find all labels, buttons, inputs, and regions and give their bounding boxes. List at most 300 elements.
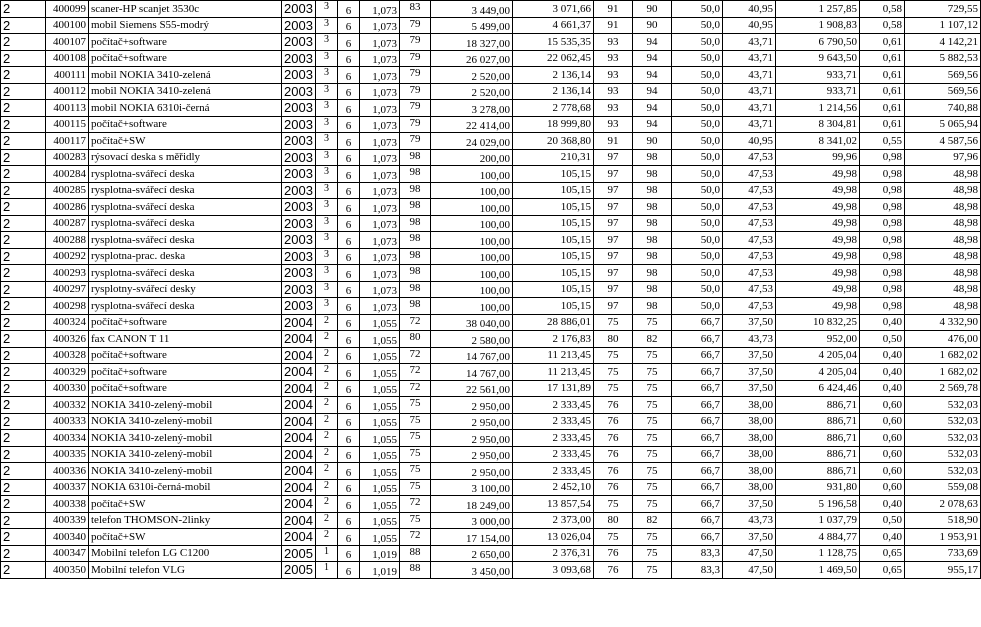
pct-a-cell: 75 (400, 479, 431, 496)
value-cell: 105,15 (513, 166, 594, 183)
pct-c-cell: 75 (633, 562, 672, 579)
depreciation-cell: 1 037,79 (776, 512, 860, 529)
table-row (1, 545, 981, 562)
asset-name-cell: rysplotna-prac. deska (89, 248, 282, 265)
pct-d-cell: 47,53 (723, 232, 776, 249)
asset-name-cell: mobil NOKIA 6310i-černá (89, 100, 282, 117)
pct-a-cell: 79 (400, 34, 431, 51)
pct-c-cell: 75 (633, 347, 672, 364)
depreciation-cell: 886,71 (776, 446, 860, 463)
depreciation-cell: 8 341,02 (776, 133, 860, 150)
pct-b-cell: 76 (594, 446, 633, 463)
pct-d-cell: 40,95 (723, 17, 776, 34)
year-cell: 2003 (282, 34, 316, 51)
period-cell: 6 (338, 34, 360, 51)
acquisition-price-cell: 3 100,00 (431, 479, 513, 496)
year-cell: 2003 (282, 67, 316, 84)
asset-name-cell: počítač+SW (89, 133, 282, 150)
year-cell: 2003 (282, 166, 316, 183)
table-row (1, 479, 981, 496)
pct-d-cell: 43,71 (723, 116, 776, 133)
ratio-cell: 0,40 (860, 364, 905, 381)
value-cell: 2 333,45 (513, 397, 594, 414)
acquisition-price-cell: 26 027,00 (431, 50, 513, 67)
asset-name-cell: NOKIA 6310i-černá-mobil (89, 479, 282, 496)
ratio-cell: 0,60 (860, 479, 905, 496)
depreciation-cell: 10 832,25 (776, 314, 860, 331)
pct-b-cell: 97 (594, 281, 633, 298)
ratio-cell: 0,98 (860, 149, 905, 166)
depreciation-cell: 952,00 (776, 331, 860, 348)
residual-cell: 569,56 (905, 67, 981, 84)
year-cell: 2004 (282, 331, 316, 348)
rate-cell: 83,3 (672, 545, 723, 562)
coefficient-cell: 1,019 (360, 545, 400, 562)
table-row (1, 463, 981, 480)
asset-id-cell: 400339 (46, 512, 89, 529)
pct-d-cell: 47,50 (723, 545, 776, 562)
value-cell: 15 535,35 (513, 34, 594, 51)
coefficient-cell: 1,055 (360, 380, 400, 397)
period-cell: 6 (338, 17, 360, 34)
pct-b-cell: 93 (594, 50, 633, 67)
period-cell: 6 (338, 413, 360, 430)
period-cell: 6 (338, 149, 360, 166)
pct-a-cell: 72 (400, 380, 431, 397)
ratio-cell: 0,40 (860, 380, 905, 397)
ratio-cell: 0,55 (860, 133, 905, 150)
acquisition-price-cell: 5 499,00 (431, 17, 513, 34)
acquisition-price-cell: 22 414,00 (431, 116, 513, 133)
group-cell: 2 (1, 562, 46, 579)
ratio-cell: 0,60 (860, 446, 905, 463)
acquisition-price-cell: 3 449,00 (431, 1, 513, 18)
years-count-cell: 3 (316, 1, 338, 18)
value-cell: 2 136,14 (513, 83, 594, 100)
pct-a-cell: 79 (400, 50, 431, 67)
pct-c-cell: 75 (633, 529, 672, 546)
asset-id-cell: 400284 (46, 166, 89, 183)
group-cell: 2 (1, 116, 46, 133)
years-count-cell: 3 (316, 50, 338, 67)
pct-a-cell: 98 (400, 281, 431, 298)
group-cell: 2 (1, 133, 46, 150)
coefficient-cell: 1,073 (360, 281, 400, 298)
acquisition-price-cell: 17 154,00 (431, 529, 513, 546)
years-count-cell: 2 (316, 479, 338, 496)
asset-name-cell: telefon THOMSON-2linky (89, 512, 282, 529)
table-row (1, 446, 981, 463)
acquisition-price-cell: 2 520,00 (431, 67, 513, 84)
pct-b-cell: 91 (594, 1, 633, 18)
pct-a-cell: 75 (400, 397, 431, 414)
value-cell: 13 857,54 (513, 496, 594, 513)
ratio-cell: 0,61 (860, 116, 905, 133)
group-cell: 2 (1, 331, 46, 348)
asset-id-cell: 400288 (46, 232, 89, 249)
asset-id-cell: 400108 (46, 50, 89, 67)
pct-c-cell: 94 (633, 50, 672, 67)
asset-name-cell: rysplotna-svářecí deska (89, 182, 282, 199)
year-cell: 2003 (282, 149, 316, 166)
years-count-cell: 3 (316, 116, 338, 133)
coefficient-cell: 1,055 (360, 446, 400, 463)
years-count-cell: 3 (316, 166, 338, 183)
pct-d-cell: 43,71 (723, 67, 776, 84)
residual-cell: 2 569,78 (905, 380, 981, 397)
pct-a-cell: 98 (400, 166, 431, 183)
pct-b-cell: 97 (594, 199, 633, 216)
pct-b-cell: 76 (594, 397, 633, 414)
coefficient-cell: 1,055 (360, 463, 400, 480)
years-count-cell: 3 (316, 215, 338, 232)
table-row (1, 166, 981, 183)
value-cell: 2 333,45 (513, 413, 594, 430)
table-row (1, 364, 981, 381)
coefficient-cell: 1,055 (360, 331, 400, 348)
asset-name-cell: rýsovací deska s měřidly (89, 149, 282, 166)
period-cell: 6 (338, 545, 360, 562)
year-cell: 2003 (282, 215, 316, 232)
group-cell: 2 (1, 166, 46, 183)
residual-cell: 729,55 (905, 1, 981, 18)
depreciation-cell: 49,98 (776, 166, 860, 183)
depreciation-cell: 1 469,50 (776, 562, 860, 579)
pct-a-cell: 75 (400, 463, 431, 480)
residual-cell: 532,03 (905, 413, 981, 430)
group-cell: 2 (1, 199, 46, 216)
asset-name-cell: rysplotna-svářecí deska (89, 166, 282, 183)
period-cell: 6 (338, 281, 360, 298)
year-cell: 2004 (282, 446, 316, 463)
acquisition-price-cell: 2 650,00 (431, 545, 513, 562)
acquisition-price-cell: 2 520,00 (431, 83, 513, 100)
pct-c-cell: 90 (633, 133, 672, 150)
residual-cell: 48,98 (905, 166, 981, 183)
year-cell: 2004 (282, 529, 316, 546)
group-cell: 2 (1, 512, 46, 529)
acquisition-price-cell: 100,00 (431, 281, 513, 298)
table-row (1, 265, 981, 282)
pct-d-cell: 43,73 (723, 512, 776, 529)
rate-cell: 66,7 (672, 314, 723, 331)
pct-d-cell: 47,53 (723, 182, 776, 199)
rate-cell: 66,7 (672, 529, 723, 546)
depreciation-cell: 49,98 (776, 265, 860, 282)
value-cell: 2 333,45 (513, 446, 594, 463)
group-cell: 2 (1, 430, 46, 447)
rate-cell: 66,7 (672, 479, 723, 496)
residual-cell: 48,98 (905, 182, 981, 199)
pct-a-cell: 79 (400, 17, 431, 34)
asset-name-cell: rysplotna-svářecí deska (89, 215, 282, 232)
ratio-cell: 0,40 (860, 496, 905, 513)
years-count-cell: 3 (316, 199, 338, 216)
table-row (1, 83, 981, 100)
value-cell: 105,15 (513, 232, 594, 249)
group-cell: 2 (1, 83, 46, 100)
coefficient-cell: 1,073 (360, 265, 400, 282)
depreciation-cell: 49,98 (776, 215, 860, 232)
asset-id-cell: 400286 (46, 199, 89, 216)
period-cell: 6 (338, 496, 360, 513)
period-cell: 6 (338, 314, 360, 331)
table-row (1, 100, 981, 117)
pct-b-cell: 97 (594, 232, 633, 249)
period-cell: 6 (338, 248, 360, 265)
group-cell: 2 (1, 100, 46, 117)
pct-b-cell: 93 (594, 34, 633, 51)
years-count-cell: 3 (316, 133, 338, 150)
asset-name-cell: počítač+software (89, 314, 282, 331)
table-row (1, 413, 981, 430)
period-cell: 6 (338, 182, 360, 199)
pct-d-cell: 43,71 (723, 34, 776, 51)
ratio-cell: 0,98 (860, 298, 905, 315)
pct-b-cell: 93 (594, 116, 633, 133)
ratio-cell: 0,60 (860, 430, 905, 447)
depreciation-cell: 886,71 (776, 463, 860, 480)
table-row (1, 298, 981, 315)
year-cell: 2003 (282, 116, 316, 133)
period-cell: 6 (338, 116, 360, 133)
pct-d-cell: 47,53 (723, 281, 776, 298)
acquisition-price-cell: 3 000,00 (431, 512, 513, 529)
coefficient-cell: 1,055 (360, 364, 400, 381)
ratio-cell: 0,98 (860, 182, 905, 199)
pct-c-cell: 75 (633, 314, 672, 331)
value-cell: 105,15 (513, 199, 594, 216)
pct-a-cell: 88 (400, 545, 431, 562)
ratio-cell: 0,98 (860, 232, 905, 249)
years-count-cell: 3 (316, 17, 338, 34)
rate-cell: 50,0 (672, 83, 723, 100)
period-cell: 6 (338, 100, 360, 117)
asset-name-cell: NOKIA 3410-zelený-mobil (89, 446, 282, 463)
table-row (1, 199, 981, 216)
pct-b-cell: 75 (594, 347, 633, 364)
year-cell: 2004 (282, 430, 316, 447)
group-cell: 2 (1, 281, 46, 298)
rate-cell: 66,7 (672, 380, 723, 397)
years-count-cell: 3 (316, 100, 338, 117)
group-cell: 2 (1, 463, 46, 480)
coefficient-cell: 1,073 (360, 100, 400, 117)
pct-b-cell: 75 (594, 364, 633, 381)
depreciation-cell: 49,98 (776, 232, 860, 249)
coefficient-cell: 1,055 (360, 479, 400, 496)
years-count-cell: 2 (316, 446, 338, 463)
ratio-cell: 0,40 (860, 347, 905, 364)
year-cell: 2005 (282, 545, 316, 562)
asset-table-body (1, 1, 981, 579)
pct-b-cell: 76 (594, 430, 633, 447)
year-cell: 2004 (282, 512, 316, 529)
asset-id-cell: 400336 (46, 463, 89, 480)
depreciation-cell: 8 304,81 (776, 116, 860, 133)
ratio-cell: 0,60 (860, 463, 905, 480)
year-cell: 2004 (282, 364, 316, 381)
period-cell: 6 (338, 199, 360, 216)
group-cell: 2 (1, 182, 46, 199)
year-cell: 2004 (282, 496, 316, 513)
period-cell: 6 (338, 430, 360, 447)
pct-a-cell: 98 (400, 248, 431, 265)
period-cell: 6 (338, 463, 360, 480)
period-cell: 6 (338, 446, 360, 463)
depreciation-cell: 99,96 (776, 149, 860, 166)
pct-a-cell: 98 (400, 149, 431, 166)
acquisition-price-cell: 18 249,00 (431, 496, 513, 513)
coefficient-cell: 1,073 (360, 166, 400, 183)
pct-c-cell: 98 (633, 281, 672, 298)
ratio-cell: 0,61 (860, 100, 905, 117)
period-cell: 6 (338, 298, 360, 315)
years-count-cell: 2 (316, 347, 338, 364)
depreciation-cell: 933,71 (776, 67, 860, 84)
pct-d-cell: 40,95 (723, 133, 776, 150)
pct-c-cell: 98 (633, 298, 672, 315)
pct-d-cell: 47,53 (723, 265, 776, 282)
acquisition-price-cell: 100,00 (431, 199, 513, 216)
residual-cell: 532,03 (905, 397, 981, 414)
asset-id-cell: 400333 (46, 413, 89, 430)
value-cell: 3 071,66 (513, 1, 594, 18)
coefficient-cell: 1,055 (360, 397, 400, 414)
years-count-cell: 2 (316, 463, 338, 480)
table-row (1, 281, 981, 298)
coefficient-cell: 1,073 (360, 232, 400, 249)
years-count-cell: 3 (316, 248, 338, 265)
depreciation-cell: 49,98 (776, 182, 860, 199)
pct-b-cell: 97 (594, 298, 633, 315)
coefficient-cell: 1,055 (360, 413, 400, 430)
coefficient-cell: 1,073 (360, 215, 400, 232)
value-cell: 105,15 (513, 298, 594, 315)
asset-name-cell: rysplotna-svářecí deska (89, 232, 282, 249)
depreciation-cell: 6 790,50 (776, 34, 860, 51)
group-cell: 2 (1, 298, 46, 315)
year-cell: 2003 (282, 50, 316, 67)
asset-id-cell: 400283 (46, 149, 89, 166)
ratio-cell: 0,60 (860, 397, 905, 414)
acquisition-price-cell: 2 950,00 (431, 446, 513, 463)
rate-cell: 66,7 (672, 413, 723, 430)
acquisition-price-cell: 22 561,00 (431, 380, 513, 397)
asset-id-cell: 400115 (46, 116, 89, 133)
asset-id-cell: 400113 (46, 100, 89, 117)
year-cell: 2004 (282, 380, 316, 397)
rate-cell: 50,0 (672, 116, 723, 133)
rate-cell: 66,7 (672, 463, 723, 480)
asset-name-cell: rysplotna-svářecí deska (89, 298, 282, 315)
pct-a-cell: 79 (400, 67, 431, 84)
year-cell: 2003 (282, 199, 316, 216)
ratio-cell: 0,98 (860, 199, 905, 216)
depreciation-cell: 49,98 (776, 199, 860, 216)
value-cell: 105,15 (513, 281, 594, 298)
pct-c-cell: 75 (633, 545, 672, 562)
group-cell: 2 (1, 50, 46, 67)
asset-id-cell: 400100 (46, 17, 89, 34)
depreciation-cell: 4 884,77 (776, 529, 860, 546)
coefficient-cell: 1,073 (360, 67, 400, 84)
ratio-cell: 0,61 (860, 50, 905, 67)
coefficient-cell: 1,073 (360, 182, 400, 199)
asset-id-cell: 400107 (46, 34, 89, 51)
pct-b-cell: 97 (594, 166, 633, 183)
pct-c-cell: 94 (633, 116, 672, 133)
value-cell: 2 333,45 (513, 463, 594, 480)
table-row (1, 17, 981, 34)
pct-c-cell: 98 (633, 265, 672, 282)
rate-cell: 50,0 (672, 34, 723, 51)
ratio-cell: 0,98 (860, 248, 905, 265)
asset-id-cell: 400292 (46, 248, 89, 265)
pct-c-cell: 98 (633, 166, 672, 183)
residual-cell: 532,03 (905, 446, 981, 463)
coefficient-cell: 1,073 (360, 83, 400, 100)
residual-cell: 48,98 (905, 248, 981, 265)
year-cell: 2003 (282, 265, 316, 282)
pct-a-cell: 98 (400, 182, 431, 199)
pct-b-cell: 91 (594, 133, 633, 150)
pct-b-cell: 75 (594, 314, 633, 331)
ratio-cell: 0,58 (860, 1, 905, 18)
ratio-cell: 0,61 (860, 83, 905, 100)
asset-name-cell: mobil Siemens S55-modrý (89, 17, 282, 34)
group-cell: 2 (1, 17, 46, 34)
pct-b-cell: 75 (594, 496, 633, 513)
years-count-cell: 2 (316, 397, 338, 414)
depreciation-cell: 9 643,50 (776, 50, 860, 67)
depreciation-cell: 49,98 (776, 298, 860, 315)
group-cell: 2 (1, 248, 46, 265)
pct-b-cell: 75 (594, 380, 633, 397)
depreciation-cell: 49,98 (776, 281, 860, 298)
asset-name-cell: mobil NOKIA 3410-zelená (89, 67, 282, 84)
pct-a-cell: 98 (400, 265, 431, 282)
pct-d-cell: 47,53 (723, 166, 776, 183)
value-cell: 3 093,68 (513, 562, 594, 579)
asset-id-cell: 400347 (46, 545, 89, 562)
residual-cell: 1 682,02 (905, 364, 981, 381)
ratio-cell: 0,50 (860, 331, 905, 348)
pct-c-cell: 98 (633, 232, 672, 249)
acquisition-price-cell: 2 950,00 (431, 413, 513, 430)
rate-cell: 50,0 (672, 17, 723, 34)
group-cell: 2 (1, 479, 46, 496)
pct-c-cell: 75 (633, 430, 672, 447)
depreciation-cell: 5 196,58 (776, 496, 860, 513)
period-cell: 6 (338, 479, 360, 496)
period-cell: 6 (338, 133, 360, 150)
table-row (1, 149, 981, 166)
asset-name-cell: rysplotna-svářecí deska (89, 199, 282, 216)
asset-id-cell: 400330 (46, 380, 89, 397)
years-count-cell: 3 (316, 265, 338, 282)
pct-c-cell: 75 (633, 479, 672, 496)
pct-d-cell: 38,00 (723, 463, 776, 480)
acquisition-price-cell: 14 767,00 (431, 364, 513, 381)
residual-cell: 97,96 (905, 149, 981, 166)
rate-cell: 50,0 (672, 248, 723, 265)
depreciation-cell: 1 257,85 (776, 1, 860, 18)
residual-cell: 740,88 (905, 100, 981, 117)
pct-d-cell: 43,71 (723, 83, 776, 100)
acquisition-price-cell: 3 278,00 (431, 100, 513, 117)
pct-d-cell: 37,50 (723, 364, 776, 381)
